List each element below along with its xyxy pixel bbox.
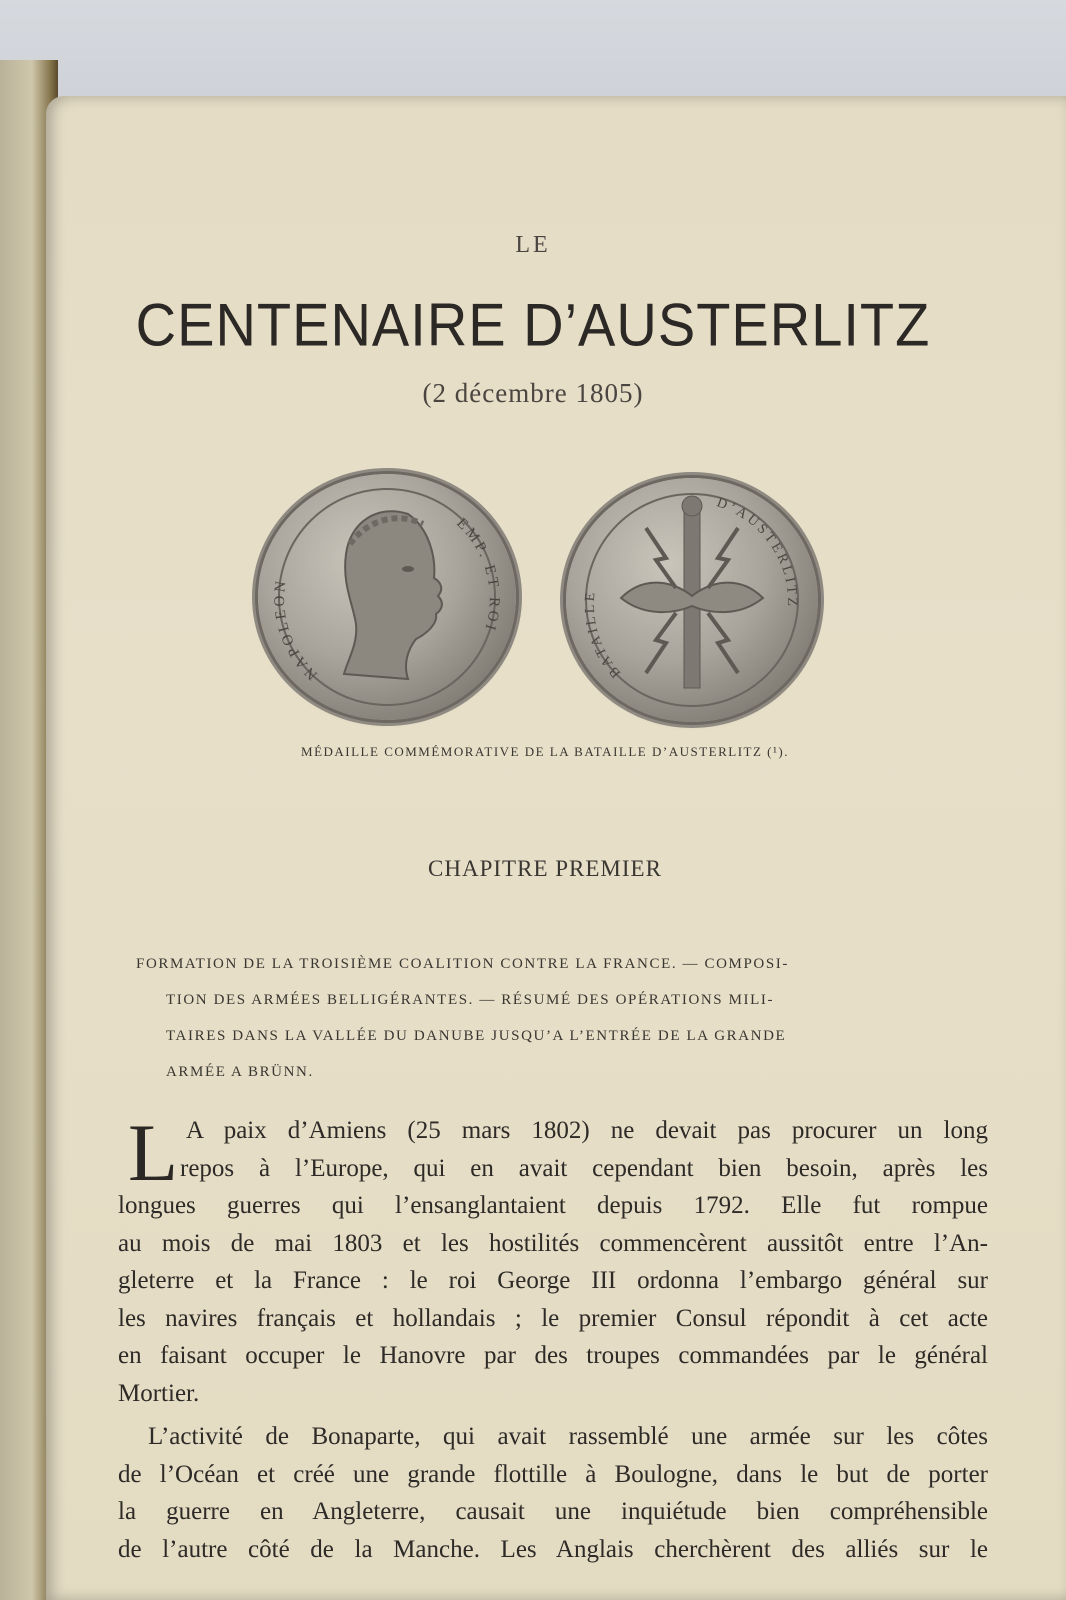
drop-cap: L — [128, 1107, 179, 1198]
medal-obverse — [258, 474, 516, 720]
title-date: (2 décembre 1805) — [422, 378, 644, 408]
text-line: en faisant occuper le Hanovre par des troupes commandées par le général — [118, 1342, 988, 1369]
medal-reverse-legend-arc — [566, 478, 818, 722]
paragraph-2 — [118, 1418, 988, 1568]
paragraph-1 — [118, 1107, 988, 1412]
page-title: CENTENAIRE D’AUSTERLITZ — [135, 290, 931, 359]
text-line: L’activité de Bonaparte, qui avait rassemblé une armée sur les côtes — [148, 1423, 988, 1450]
chapter-heading: CHAPITRE PREMIER — [428, 856, 662, 881]
svg-text:BATAILLE — [583, 589, 624, 680]
text-line: gleterre et la France : le roi George III ordonna l’embargo général sur — [118, 1267, 988, 1294]
text-line: A paix d’Amiens (25 mars 1802) ne devait pas procurer un long — [186, 1117, 988, 1144]
summary-line: TAIRES DANS LA VALLÉE DU DANUBE JUSQU’A L’ENTRÉE DE LA GRANDE — [166, 1028, 787, 1044]
svg-text:EMP. ET ROI — [453, 515, 502, 634]
medal-reverse-legend-left: BATAILLE — [582, 589, 625, 681]
chapter-summary — [136, 946, 978, 1090]
summary-line: ARMÉE A BRÜNN. — [166, 1064, 314, 1080]
text-line: longues guerres qui l’ensanglantaient depuis 1792. Elle fut rompue — [118, 1192, 988, 1219]
summary-line: FORMATION DE LA TROISIÈME COALITION CONTRE LA FRANCE. — COMPOSI- — [136, 956, 789, 972]
medal-obverse-legend-right: EMP. ET ROI — [453, 515, 503, 635]
figure-caption: MÉDAILLE COMMÉMORATIVE DE LA BATAILLE D’AUSTERLITZ (¹). — [301, 744, 789, 759]
text-line: Mortier. — [118, 1379, 200, 1407]
pre-title: LE — [515, 232, 551, 258]
medal-reverse — [566, 478, 818, 722]
text-line: de l’Océan et créé une grande flottille à Boulogne, dans le but de porter — [118, 1460, 988, 1488]
medal-obverse-legend-left: NAPOLEON — [272, 577, 321, 683]
svg-text:NAPOLEON — [272, 577, 321, 682]
summary-line: TION DES ARMÉES BELLIGÉRANTES. — RÉSUMÉ DES OPÉRATIONS MILI- — [166, 992, 775, 1008]
medal-obverse-legend-arc — [258, 474, 516, 720]
text-line: au mois de mai 1803 et les hostilités commencèrent aussitôt entre l’An- — [118, 1229, 988, 1257]
text-line: les navires français et hollandais ; le premier Consul répondit à cet acte — [118, 1304, 988, 1332]
text-line: repos à l’Europe, qui en avait cependant bien besoin, après les — [180, 1154, 988, 1182]
medal-reverse-legend-right: D’AUSTERLITZ — [714, 495, 800, 610]
svg-text:D’AUSTERLITZ — [715, 495, 800, 609]
text-line: la guerre en Angleterre, causait une inquiétude bien compréhensible — [118, 1498, 988, 1525]
text-line: de l’autre côté de la Manche. Les Anglais cherchèrent des alliés sur le — [118, 1535, 988, 1563]
